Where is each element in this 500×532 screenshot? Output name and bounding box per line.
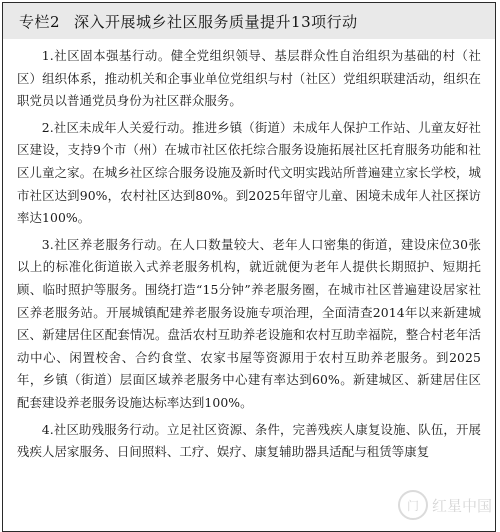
feature-box [2,2,496,532]
box-header [3,3,495,39]
watermark [398,490,492,520]
watermark-text: 红星中国 [432,495,492,516]
box-body [3,39,495,464]
paragraph-2: 2.社区未成年人关爱行动。推进乡镇（街道）未成年人保护工作站、儿童友好社区建设，支持9个市（州）在城市社区依托综合服务设施拓展社区托育服务功能和社区儿童之家。在城乡社区综合服务设施及新时代文明实践站所普遍建立家长学校，城市社区达到90%，农村社区达到80%。到2025年留守儿童、困境未成年人社区探访率达100%。 [17,117,481,230]
box-label: 专栏2 [19,11,60,32]
paragraph-4: 4.社区助残服务行动。立足社区资源、条件，完善残疾人康复设施、队伍，开展残疾人居家服务、日间照料、工疗、娱疗、康复辅助器具适配与租赁等康复 [17,419,481,464]
watermark-logo-icon: 门 [398,490,428,520]
paragraph-3: 3.社区养老服务行动。在人口数量较大、老年人口密集的街道，建设床位30张以上的标准化街道嵌入式养老服务机构，就近就便为老年人提供长期照护、短期托顾、临时照护等服务。围绕打造“15分钟”养老服务圈，在城市社区普遍建设居家社区养老服务站。开展城镇配建养老服务设施专项治理，全面清查2014年以来新建城区、新建居住区配套情况。盘活农村互助养老设施和农村互助幸福院，整合村老年活动中心、闲置校舍、合约食堂、农家书屋等资源用于农村互助养老服务。到2025年，乡镇（街道）层面区域养老服务中心建有率达到60%。新建城区、新建居住区配套建设养老服务设施达标率达到100%。 [17,234,481,415]
paragraph-1: 1.社区固本强基行动。健全党组织领导、基层群众性自治组织为基础的村（社区）组织体系，推动机关和企事业单位党组织与村（社区）党组织联建活动，组织在职党员以普通党员身份为社区群众服务。 [17,45,481,113]
box-title: 深入开展城乡社区服务质量提升13项行动 [74,11,358,32]
